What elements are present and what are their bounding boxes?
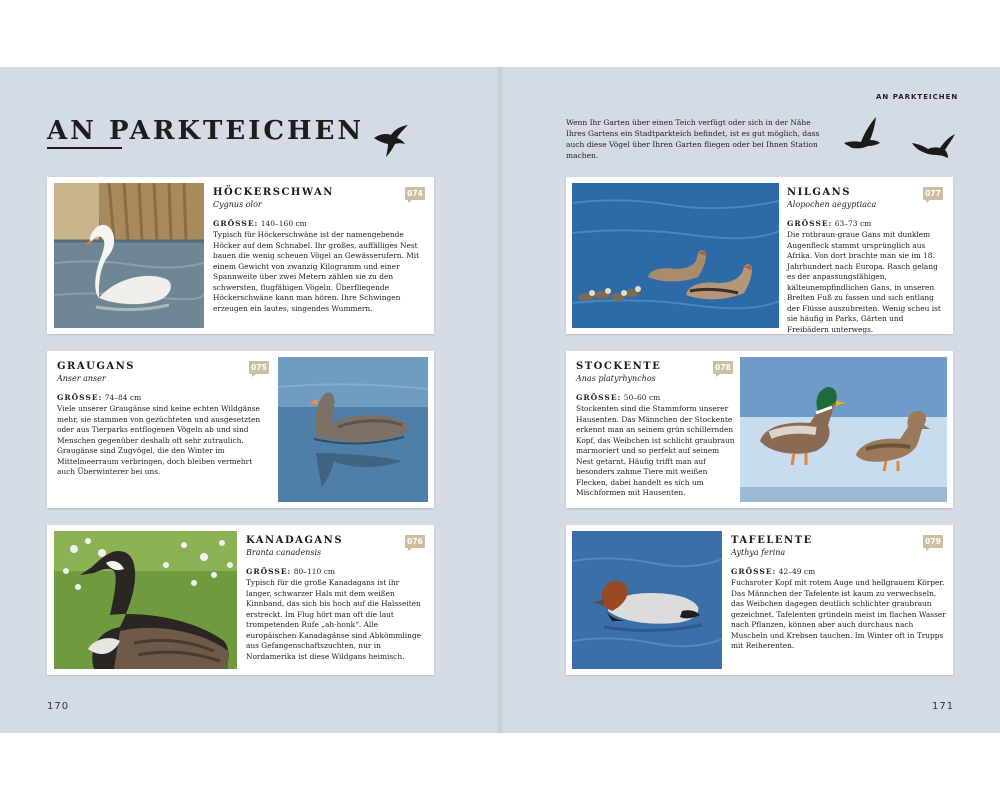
- species-latin-name: Branta canadensis: [246, 548, 322, 557]
- size-value: 140–160 cm: [260, 219, 307, 228]
- title-underline: [47, 147, 122, 149]
- size-label: GRÖSSE:: [731, 567, 777, 576]
- species-info: [246, 534, 426, 662]
- mallard-photo: [740, 357, 947, 502]
- species-card-hoeckerschwan: [47, 177, 434, 334]
- page-title: AN PARKTEICHEN: [47, 116, 365, 146]
- greylag-goose-photo: [278, 357, 428, 502]
- book-spread: [0, 67, 1000, 733]
- species-number-badge: 074: [405, 187, 425, 200]
- size-label: GRÖSSE:: [57, 393, 103, 402]
- species-card-stockente: [566, 351, 953, 508]
- size-label: GRÖSSE:: [576, 393, 622, 402]
- species-number-badge: 075: [249, 361, 269, 374]
- species-number-badge: 078: [713, 361, 733, 374]
- species-latin-name: Alopochen aegyptiaca: [787, 200, 877, 209]
- size-label: GRÖSSE:: [787, 219, 833, 228]
- species-name: NILGANS: [787, 187, 852, 198]
- running-header: AN PARKTEICHEN: [876, 93, 959, 101]
- canada-goose-photo: [54, 531, 237, 669]
- species-latin-name: Cygnus olor: [213, 200, 262, 209]
- flying-goose-icon: [842, 115, 882, 151]
- species-card-graugans: [47, 351, 434, 508]
- flying-goose-icon: [910, 133, 956, 163]
- size-value: 74–84 cm: [104, 393, 142, 402]
- size-value: 63–73 cm: [834, 219, 872, 228]
- species-size: [213, 219, 425, 229]
- species-info: [213, 186, 425, 314]
- species-card-nilgans: [566, 177, 953, 334]
- species-name: GRAUGANS: [57, 361, 135, 372]
- common-pochard-photo: [572, 531, 722, 669]
- species-card-tafelente: [566, 525, 953, 675]
- species-card-kanadagans: [47, 525, 434, 675]
- book-gutter: [496, 67, 504, 733]
- size-value: 50–60 cm: [623, 393, 661, 402]
- intro-text: Wenn Ihr Garten über einen Teich verfügt oder sich in der Nähe Ihres Gartens ein Stadtparkteich befindet, ist es gut möglich, dass auch diese Vögel über Ihren Garten fliegen oder bei Ihnen Station machen.: [566, 118, 820, 160]
- species-size: [787, 219, 947, 229]
- species-info: [731, 534, 947, 652]
- species-number-badge: 076: [405, 535, 425, 548]
- egyptian-goose-photo: [572, 183, 779, 328]
- species-name: HÖCKERSCHWAN: [213, 187, 334, 198]
- species-info: [57, 360, 272, 478]
- page-number-right: 171: [932, 701, 955, 712]
- species-size: [57, 393, 272, 403]
- species-description: Typisch für die große Kanadagans ist ihr langer, schwarzer Hals mit dem weißen Kinnband, das sich bis hoch auf die Halsseiten erstreckt. Im Flug hört man oft die laut trompetenden Rufe „ah-honk“. Alle europäischen Kanadagänse sind Abkömmlinge aus Gefangenschaftszuchten, nur in Nordamerika ist diese Wildgans heimisch.: [246, 578, 422, 661]
- species-description: Viele unserer Graugänse sind keine echten Wildgänse mehr, sie stammen von gezüchteten und ausgesetzten oder aus Tierparks entflogenen Vögeln ab und sind Menschen gegenüber deshalb oft sehr zutraulich. Graugänse sind Zugvögel, die den Winter im Mittelmeerraum verbringen, doch bleiben vermehrt auch Überwinterer bei uns.: [57, 404, 261, 476]
- size-label: GRÖSSE:: [213, 219, 259, 228]
- species-info: [787, 186, 947, 335]
- species-description: Stockenten sind die Stammform unserer Hausenten. Das Männchen der Stockente erkennt man an seinem grün schillernden Kopf, das Weibchen ist schlicht graubraun marmoriert und so perfekt auf seinem Nest getarnt. Häufig trifft man auf besonders zahme Tiere mit weißen Flecken, dabei handelt es sich um Mischformen mit Hausenten.: [576, 404, 735, 497]
- size-value: 42–49 cm: [778, 567, 816, 576]
- page-number-left: 170: [47, 701, 70, 712]
- species-name: TAFELENTE: [731, 535, 813, 546]
- species-size: [576, 393, 736, 403]
- species-description: Die rotbraun-graue Gans mit dunklem Augenfleck stammt ursprünglich aus Afrika. Von dort brachte man sie im 18. Jahrhundert nach Europa. Rasch gelang es der anpassungsfähigen, kälteunempfindlichen Gans, in unseren Breiten Fuß zu fassen und sich entlang der Flüsse auszubreiten. Wenig scheu ist sie häufig in Parks, Gärten und Freibädern unterwegs.: [787, 230, 941, 334]
- species-name: STOCKENTE: [576, 361, 662, 372]
- species-name: KANADAGANS: [246, 535, 344, 546]
- species-latin-name: Anas platyrhynchos: [576, 374, 656, 383]
- species-info: [576, 360, 736, 499]
- size-value: 80–110 cm: [293, 567, 336, 576]
- species-size: [246, 567, 426, 577]
- species-latin-name: Aythya ferina: [731, 548, 786, 557]
- species-size: [731, 567, 947, 577]
- flying-goose-icon: [372, 124, 412, 158]
- species-description: Typisch für Höckerschwäne ist der namengebende Höcker auf dem Schnabel. Ihr großes, auffälliges Nest bauen die wenig scheuen Vögel an Gewässerufern. Mit einem Gewicht von zwanzig Kilogramm und einer Spannweite über zwei Metern zählen sie zu den schwersten, flugfähigen Vögeln. Überfliegende Höckerschwäne kann man hören. Ihre Schwingen erzeugen ein lautes, singendes Wummern.: [213, 230, 420, 313]
- size-label: GRÖSSE:: [246, 567, 292, 576]
- species-latin-name: Anser anser: [57, 374, 106, 383]
- species-description: Fuchsroter Kopf mit rotem Auge und hellgrauem Körper. Das Männchen der Tafelente ist kaum zu verwechseln, das Weibchen dagegen deutlich schlichter graubraun gezeichnet. Tafelenten gründeln meist im flachen Wasser nach Pflanzen, können aber auch durchaus nach Muscheln und Krebsen tauchen. Im Winter oft in Trupps mit Reiherenten.: [731, 578, 946, 650]
- species-number-badge: 079: [923, 535, 943, 548]
- species-number-badge: 077: [923, 187, 943, 200]
- swan-photo: [54, 183, 204, 328]
